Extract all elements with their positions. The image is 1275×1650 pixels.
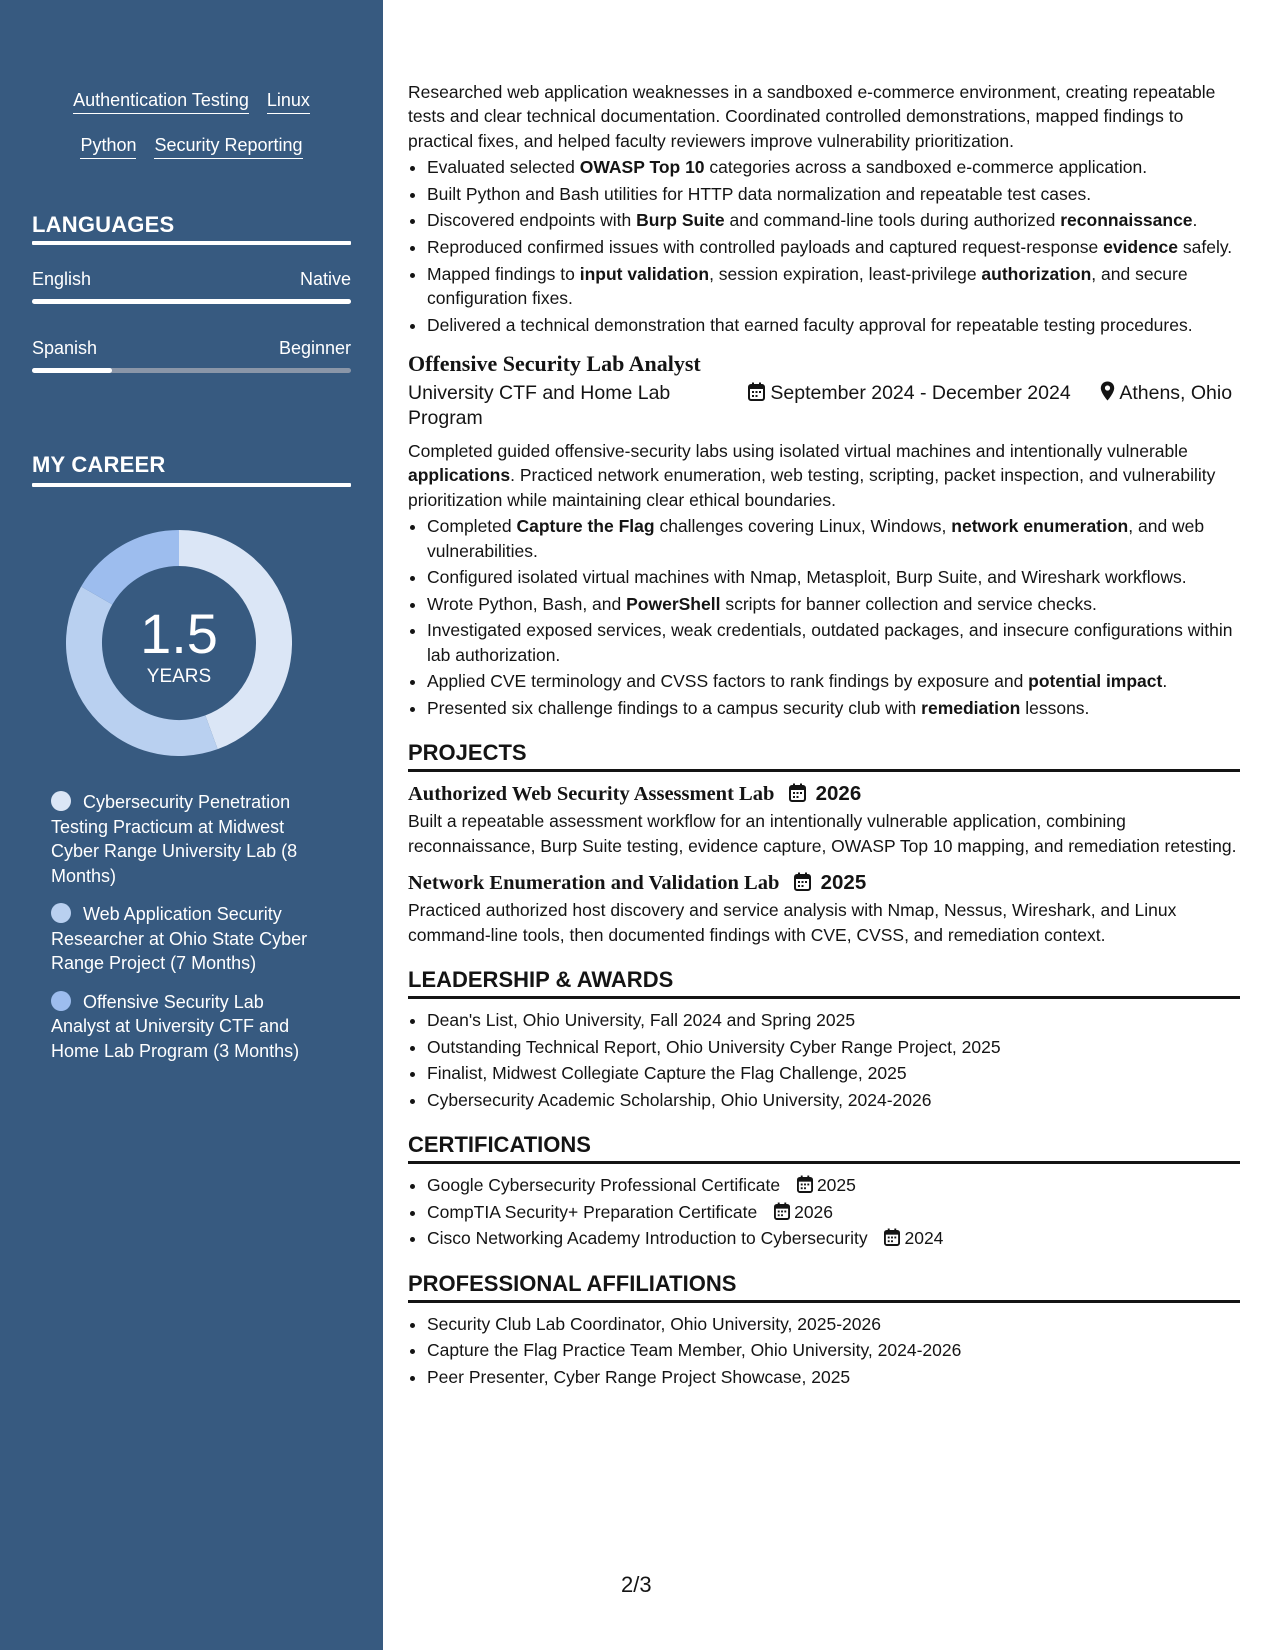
donut-segment-2 — [97, 548, 179, 596]
language-proficiency-bar — [32, 368, 351, 373]
affiliation-item: • Security Club Lab Coordinator, Ohio University, 2025-2026 — [427, 1312, 1240, 1336]
certification-name: Cisco Networking Academy Introduction to Cybersecurity — [427, 1228, 868, 1249]
bullet-item — [427, 235, 1240, 259]
bullet-text: , and web vulnerabilities. — [427, 516, 1205, 561]
languages-divider — [32, 241, 351, 245]
bullet-text: challenges covering Linux, Windows, — [654, 516, 952, 537]
language-row — [32, 268, 351, 290]
award-item: • Dean's List, Ohio University, Fall 2024 and Spring 2025 — [427, 1008, 1240, 1032]
career-list — [51, 790, 321, 1077]
calendar-icon — [774, 1202, 790, 1220]
calendar-icon — [797, 1175, 813, 1193]
summary-text: Completed guided offensive-security labs using isolated virtual machines and intentionally vulnerable — [408, 441, 1188, 461]
calendar-icon — [789, 783, 806, 802]
project-name: Authorized Web Security Assessment Lab — [408, 783, 775, 806]
languages-heading: LANGUAGES — [32, 212, 175, 237]
bullet-bold: authorization — [981, 263, 1092, 284]
bullet-text: . — [1192, 210, 1198, 231]
projects-divider — [408, 769, 1240, 772]
projects-heading: PROJECTS — [408, 740, 527, 766]
bullet-text: Wrote Python, Bash, and — [427, 593, 627, 614]
bullet-text: Evaluated selected — [427, 157, 580, 178]
award-item: • Outstanding Technical Report, Ohio University Cyber Range Project, 2025 — [427, 1035, 1240, 1059]
job-title: Offensive Security Lab Analyst — [408, 351, 701, 376]
bullet-text: Reproduced confirmed issues with controlled payloads and captured request-response — [427, 237, 1104, 257]
bullet-text: , session expiration, least-privilege — [709, 263, 982, 284]
bullet-text: and command-line tools during authorized — [724, 210, 1061, 231]
job-dates — [748, 381, 1100, 431]
bullet-text: categories across a sandboxed e-commerce application. — [704, 157, 1148, 178]
bullet-item — [427, 696, 1240, 720]
legend-dot-icon — [51, 791, 71, 811]
career-item — [51, 790, 321, 888]
leadership-list — [408, 1008, 1240, 1112]
experience-bullets — [408, 155, 1240, 337]
language-name: Spanish — [32, 338, 98, 358]
bullet-text: Applied CVE terminology and CVSS factors to rank findings by exposure and — [427, 671, 1029, 692]
main-content — [408, 80, 1240, 1392]
bullet-item — [427, 155, 1240, 179]
experience-summary: Researched web application weaknesses in a sandboxed e-commerce environment, creating repeatable tests and clear technical documentation. Coordinated controlled demonstrations, mapped findings to practical fixes, and helped faculty reviewers improve vulnerability prioritization. — [408, 82, 1216, 151]
bullet-item — [427, 669, 1240, 693]
certification-name: CompTIA Security+ Preparation Certificate — [427, 1201, 758, 1222]
bullet-item: • Delivered a technical demonstration that earned faculty approval for repeatable testing procedures. — [427, 313, 1240, 337]
skill-tag[interactable]: Python — [80, 134, 136, 159]
career-item — [51, 990, 321, 1064]
certification-year: 2026 — [794, 1201, 834, 1222]
affiliations-list — [408, 1312, 1240, 1390]
certification-item — [427, 1200, 1240, 1224]
bullet-bold: network enumeration — [951, 516, 1129, 537]
bullet-bold: evidence — [1103, 237, 1178, 257]
bullet-item — [427, 592, 1240, 616]
bullet-item: • Built Python and Bash utilities for HTTP data normalization and repeatable test cases. — [427, 182, 1240, 206]
bullet-item — [427, 514, 1240, 563]
certification-item — [427, 1226, 1240, 1250]
career-divider — [32, 483, 351, 487]
page-number: 2/3 — [621, 1572, 652, 1597]
career-total-years: 1.5 — [140, 602, 218, 665]
bullet-text: Discovered endpoints with — [427, 210, 637, 231]
bullet-bold: remediation — [921, 698, 1021, 718]
career-donut-chart — [66, 530, 292, 756]
calendar-icon — [884, 1228, 900, 1246]
legend-dot-icon — [51, 991, 71, 1011]
project-year: 2026 — [815, 782, 862, 806]
skills-row — [0, 89, 383, 114]
career-item-text: Offensive Security Lab Analyst at University CTF and Home Lab Program (3 Months) — [51, 991, 300, 1061]
language-level: Native — [299, 269, 351, 289]
job-location — [1100, 381, 1240, 431]
job-organization: University CTF and Home Lab Program — [408, 382, 671, 429]
affiliations-divider — [408, 1300, 1240, 1303]
legend-dot-icon — [51, 903, 71, 923]
job-dates-text: September 2024 - December 2024 — [770, 382, 1071, 404]
bullet-bold: Burp Suite — [636, 210, 725, 231]
skill-tag[interactable]: Linux — [267, 89, 310, 114]
language-level: Beginner — [278, 338, 351, 358]
certifications-list — [408, 1173, 1240, 1251]
job-meta — [408, 381, 1240, 431]
sidebar — [0, 0, 383, 1650]
skill-tag[interactable]: Authentication Testing — [73, 89, 249, 114]
certification-year: 2024 — [904, 1228, 944, 1249]
leadership-heading: LEADERSHIP & AWARDS — [408, 967, 674, 993]
summary-text: . Practiced network enumeration, web testing, scripting, packet inspection, and vulnerability prioritization while maintaining clear ethical boundaries. — [408, 465, 1216, 510]
bullet-bold: PowerShell — [626, 593, 721, 614]
bullet-text: scripts for banner collection and service checks. — [720, 593, 1097, 614]
affiliation-item: • Peer Presenter, Cyber Range Project Showcase, 2025 — [427, 1365, 1240, 1389]
certification-name: Google Cybersecurity Professional Certificate — [427, 1175, 781, 1196]
project-title — [408, 781, 1240, 807]
certifications-divider — [408, 1161, 1240, 1164]
award-item: • Cybersecurity Academic Scholarship, Ohio University, 2024-2026 — [427, 1088, 1240, 1112]
job-location-text: Athens, Ohio — [1119, 382, 1233, 404]
leadership-divider — [408, 996, 1240, 999]
skills-row — [0, 134, 383, 159]
bullet-bold: input validation — [579, 263, 710, 284]
project-description: Built a repeatable assessment workflow for an intentionally vulnerable application, combining reconnaissance, Burp Suite testing, evidence capture, OWASP Top 10 mapping, and remediation retesting. — [408, 811, 1237, 856]
location-pin-icon — [1100, 381, 1115, 401]
career-item — [51, 902, 321, 976]
language-proficiency-fill — [32, 368, 112, 373]
career-item-text: Cybersecurity Penetration Testing Practicum at Midwest Cyber Range University Lab (8 Months) — [51, 792, 298, 886]
certification-item — [427, 1173, 1240, 1197]
award-item: • Finalist, Midwest Collegiate Capture the Flag Challenge, 2025 — [427, 1061, 1240, 1085]
summary-bold: applications — [408, 465, 511, 486]
language-row — [32, 337, 351, 359]
project-year: 2025 — [820, 871, 867, 895]
bullet-item: • Configured isolated virtual machines with Nmap, Metasploit, Burp Suite, and Wireshark workflows. — [427, 565, 1240, 589]
job-summary — [408, 439, 1240, 512]
bullet-bold: OWASP Top 10 — [579, 157, 705, 178]
project-title — [408, 870, 1240, 896]
language-name: English — [32, 269, 92, 289]
calendar-icon — [748, 382, 765, 401]
language-proficiency-fill — [32, 299, 351, 304]
career-item-text: Web Application Security Researcher at Ohio State Cyber Range Project (7 Months) — [51, 904, 308, 973]
language-proficiency-bar — [32, 299, 351, 304]
certification-year: 2025 — [816, 1175, 856, 1196]
affiliations-heading: PROFESSIONAL AFFILIATIONS — [408, 1270, 737, 1296]
certifications-heading: CERTIFICATIONS — [408, 1132, 591, 1158]
affiliation-item: • Capture the Flag Practice Team Member, Ohio University, 2024-2026 — [427, 1338, 1240, 1362]
bullet-text: . — [1162, 671, 1168, 692]
calendar-icon — [794, 872, 811, 891]
bullet-bold: potential impact — [1028, 671, 1163, 692]
job-bullets — [408, 514, 1240, 720]
bullet-bold: Capture the Flag — [516, 516, 655, 537]
bullet-item — [427, 208, 1240, 232]
bullet-bold: reconnaissance — [1060, 210, 1193, 231]
bullet-text: lessons. — [1020, 698, 1090, 718]
bullet-text: safely. — [1178, 237, 1233, 257]
bullet-item: • Investigated exposed services, weak credentials, outdated packages, and insecure configurations within lab authorization. — [427, 618, 1240, 667]
bullet-text: Completed — [427, 516, 517, 537]
career-heading: MY CAREER — [32, 452, 166, 477]
bullet-text: Presented six challenge findings to a campus security club with — [427, 698, 922, 718]
bullet-text: , and secure configuration fixes. — [427, 263, 1188, 308]
bullet-text: Mapped findings to — [427, 263, 580, 284]
project-name: Network Enumeration and Validation Lab — [408, 872, 780, 895]
skill-tag[interactable]: Security Reporting — [154, 134, 302, 159]
bullet-item — [427, 262, 1240, 311]
career-years-label: YEARS — [146, 666, 212, 687]
project-description: Practiced authorized host discovery and service analysis with Nmap, Nessus, Wireshark, and Linux command-line tools, then documented findings with CVE, CVSS, and remediation context. — [408, 900, 1177, 945]
